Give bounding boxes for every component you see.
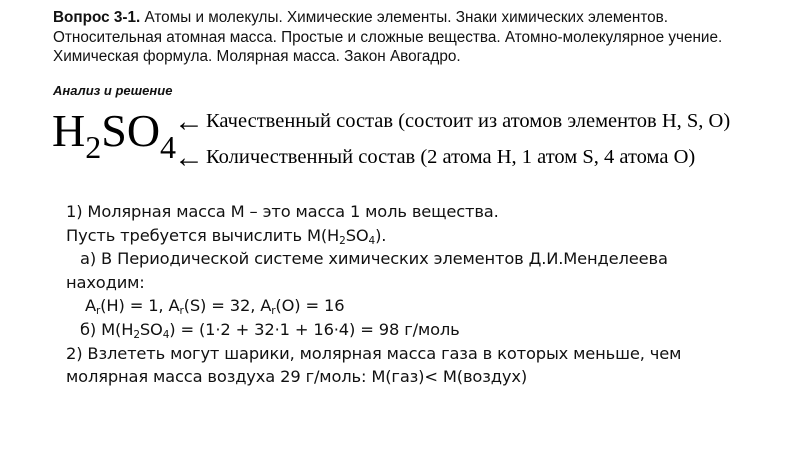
text-segment: A <box>85 296 96 316</box>
arrow-left-icon: ← <box>174 105 204 138</box>
solution-line-7: 2) Взлететь могут шарики, молярная масса газа в которых меньше, чем <box>66 343 682 363</box>
text-segment: б) M(H <box>80 319 134 339</box>
subscript: r <box>96 305 101 318</box>
subscript: 2 <box>339 234 346 247</box>
solution-line-8: молярная масса воздуха 29 г/моль: М(газ)< М(воздух) <box>66 367 528 387</box>
quantitative-composition: Количественный состав (2 атома H, 1 атом S, 4 атома O) <box>206 146 696 168</box>
qualitative-composition: Качественный состав (состоит из атомов элементов H, S, O) <box>206 110 731 132</box>
header-line-1 <box>53 8 753 28</box>
text-segment: SO <box>345 225 369 245</box>
formula-h: H <box>52 105 86 156</box>
chemical-formula <box>52 105 177 165</box>
solution-line-5 <box>66 294 786 318</box>
solution-line-4: находим: <box>66 272 145 292</box>
question-topics-1: Атомы и молекулы. Химические элементы. Знаки химических элементов. <box>140 9 669 26</box>
subscript: 4 <box>162 328 170 341</box>
solution-line-3: а) В Периодической системе химических элементов Д.И.Менделеева <box>80 249 668 269</box>
solution-text <box>66 200 786 389</box>
solution-line-6 <box>66 318 786 342</box>
subscript: r <box>179 305 184 318</box>
header-line-3: Химическая формула. Молярная масса. Закон Авогадро. <box>53 48 461 65</box>
formula-o-subscript: 4 <box>160 129 177 165</box>
formula-h-subscript: 2 <box>85 129 102 165</box>
text-segment: Пусть требуется вычислить М(Н <box>66 225 340 245</box>
subscript: 2 <box>133 328 140 341</box>
question-label: Вопрос 3-1. <box>53 9 141 26</box>
arrow-left-icon: ← <box>174 141 204 174</box>
text-segment: (O) = 16 <box>275 296 345 316</box>
text-segment: ) = (1·2 + 32·1 + 16·4) = 98 г/моль <box>169 319 460 339</box>
question-header <box>53 8 753 67</box>
subscript: 4 <box>368 234 376 247</box>
solution-line-1: 1) Молярная масса М – это масса 1 моль вещества. <box>66 202 499 221</box>
subscript: r <box>271 305 276 318</box>
text-segment: ). <box>375 225 387 245</box>
formula-so: SO <box>101 105 161 156</box>
analysis-heading: Анализ и решение <box>53 83 173 98</box>
header-line-2: Относительная атомная масса. Простые и сложные вещества. Атомно-молекулярное учение. <box>53 28 723 46</box>
text-segment: (S) = 32, A <box>183 296 272 316</box>
solution-line-2 <box>66 224 786 248</box>
text-segment: (H) = 1, A <box>100 296 180 316</box>
text-segment: SO <box>139 319 163 339</box>
